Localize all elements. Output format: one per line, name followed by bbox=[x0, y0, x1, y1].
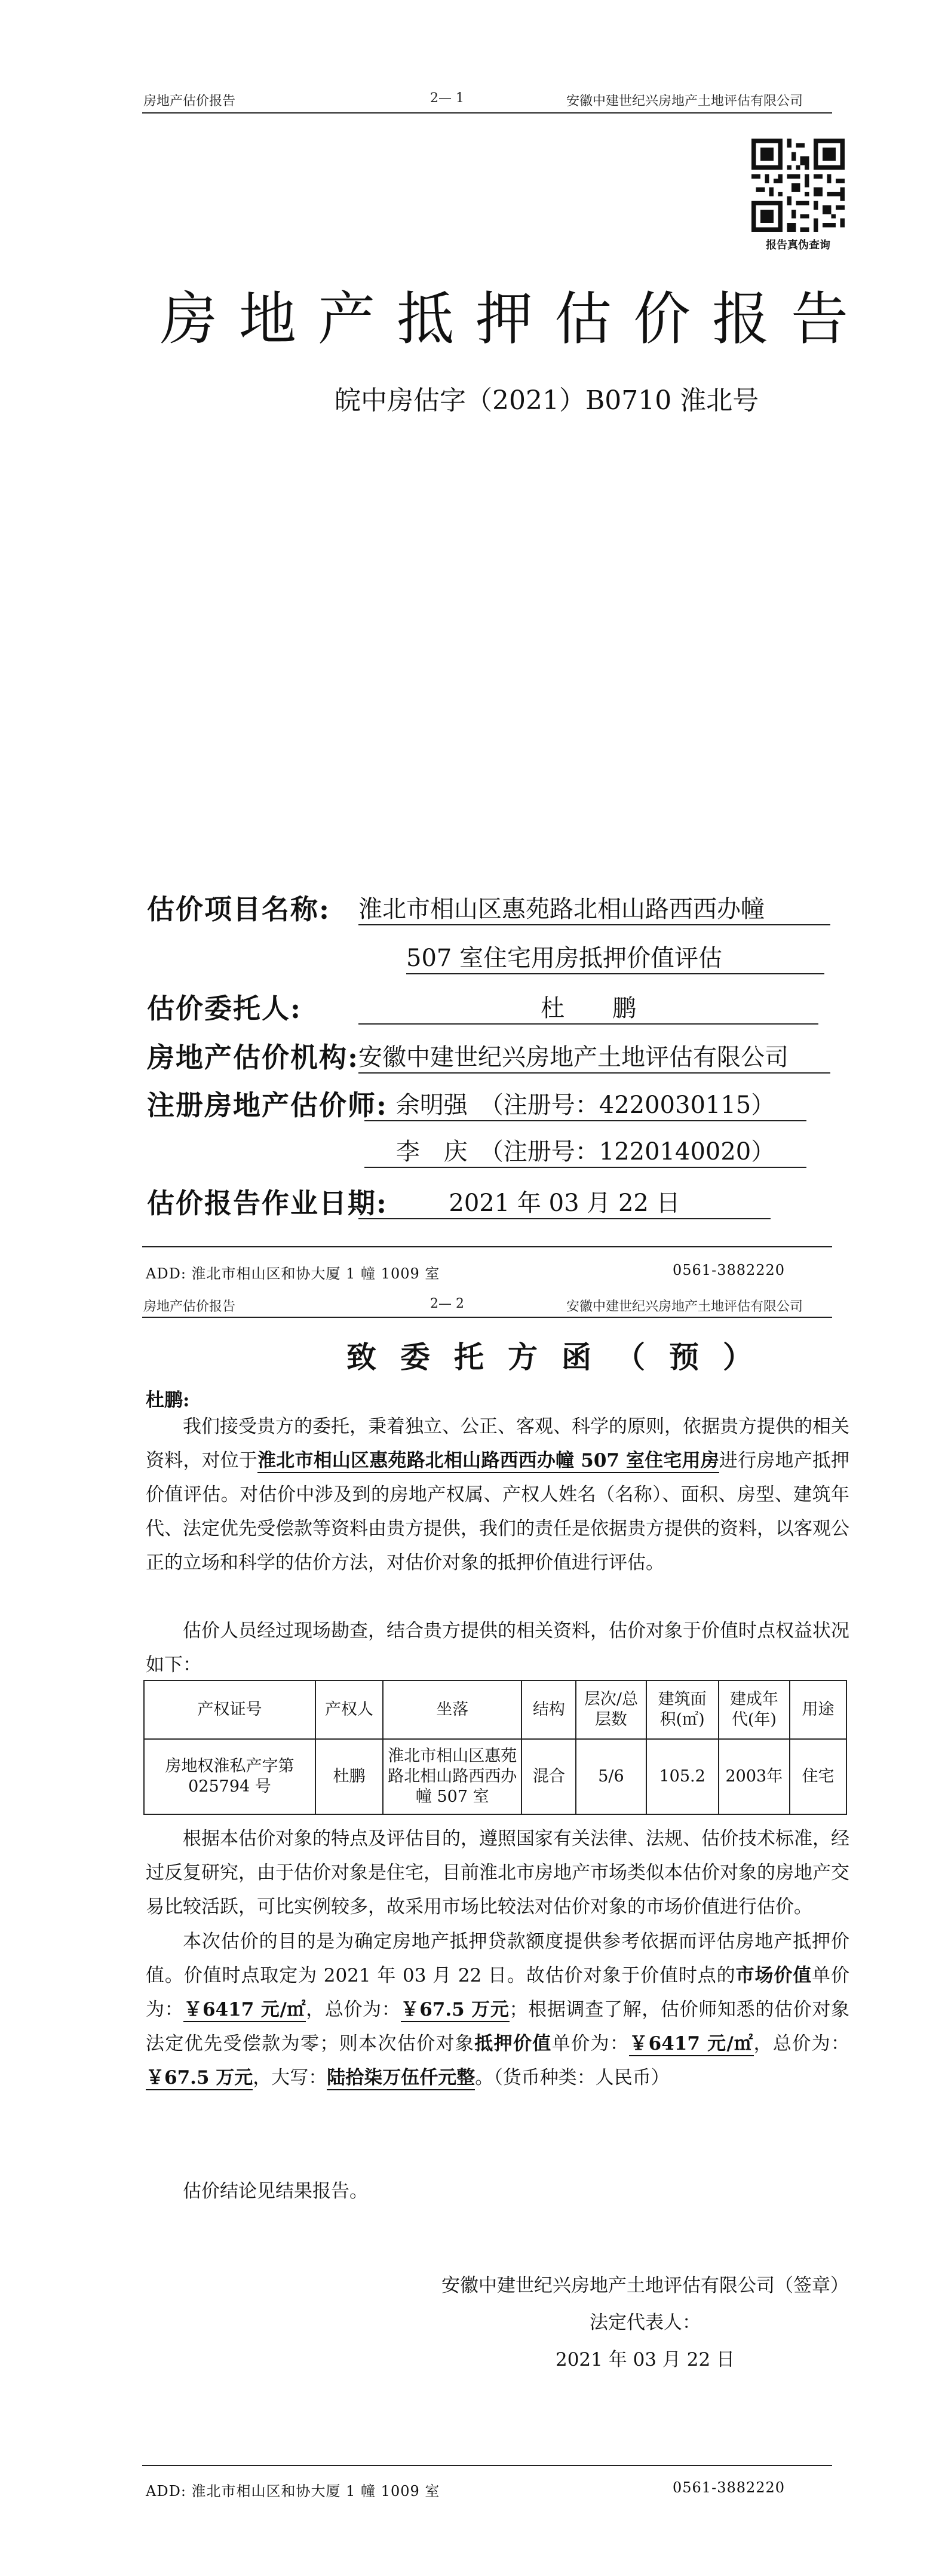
project-value-line1: 淮北市相山区惠苑路北相山路西西办幢 bbox=[358, 890, 830, 925]
footer-phone: 0561-3882220 bbox=[673, 1262, 786, 1278]
paragraph-3: 根据本估价对象的特点及评估目的，遵照国家有关法律、法规、估价技术标准，经过反复研究，由于估价对象是住宅，目前淮北市房地产市场类似本估价对象的房地产交易比较活跃，可比实例较多，故采用市场比较法对估价对象的市场价值进行估价。 bbox=[146, 1828, 849, 1918]
document-number: 皖中房估字（2021）B0710 淮北号 bbox=[335, 385, 759, 416]
market-total-price: ￥67.5 万元 bbox=[401, 1999, 510, 2022]
mortgage-value-term: 抵押价值 bbox=[474, 2033, 552, 2054]
table-header-row bbox=[144, 1680, 846, 1739]
date-label: 估价报告作业日期: bbox=[147, 1187, 388, 1219]
property-address: 淮北市相山区惠苑路北相山路西西办幢 507 室住宅用房 bbox=[257, 1450, 719, 1473]
header-rule bbox=[142, 1317, 832, 1318]
paragraph-2: 估价人员经过现场勘查，结合贵方提供的相关资料，估价对象于价值时点权益状况如下： bbox=[146, 1620, 849, 1676]
table-header-cell: 产权证号 bbox=[144, 1680, 315, 1739]
mortgage-total-price: ￥67.5 万元 bbox=[146, 2067, 253, 2090]
footer-address: ADD: 淮北市相山区和协大厦 1 幢 1009 室 bbox=[146, 1265, 440, 1282]
market-value-term: 市场价值 bbox=[735, 1965, 812, 1986]
table-cell: 105.2 bbox=[646, 1739, 719, 1814]
signature-representative: 法定代表人： bbox=[590, 2312, 701, 2333]
table-header-cell: 坐落 bbox=[383, 1680, 521, 1739]
qr-caption: 报告真伪查询 bbox=[766, 239, 830, 252]
signature-date: 2021 年 03 月 22 日 bbox=[555, 2349, 735, 2370]
header-right: 安徽中建世纪兴房地产土地评估有限公司 bbox=[566, 94, 803, 109]
table-header-cell: 建筑面积(㎡) bbox=[646, 1680, 719, 1739]
paragraph-1: 我们接受贵方的委托，秉着独立、公正、客观、科学的原则，依据贵方提供的相关资料，对位于淮北市相山区惠苑路北相山路西西办幢 507 室住宅用房进行房地产抵押价值评估。对估价中涉及到的房地产权属、产权人姓名（名称）、面积、房型、建筑年代、法定优先受偿款等资料由贵方提供，我们的责任是依据贵方提供的资料，以客观公正的立场和科学的估价方法，对估价对象的抵押价值进行评估。 bbox=[146, 1416, 850, 1574]
table-cell: 2003年 bbox=[719, 1739, 790, 1814]
amount-in-words: 陆拾柒万伍仟元整 bbox=[327, 2067, 475, 2090]
table-cell: 住宅 bbox=[790, 1739, 846, 1814]
header-page-number: 2— 2 bbox=[430, 1296, 464, 1311]
table-cell: 淮北市相山区惠苑路北相山路西西办幢 507 室 bbox=[383, 1739, 521, 1814]
table-header-cell: 建成年代(年) bbox=[719, 1680, 790, 1739]
table-header-cell: 结构 bbox=[521, 1680, 576, 1739]
date-value: 2021 年 03 月 22 日 bbox=[358, 1184, 771, 1219]
table-cell: 杜鹏 bbox=[315, 1739, 383, 1814]
client-value: 杜 鹏 bbox=[358, 989, 818, 1025]
table-row bbox=[144, 1739, 846, 1814]
property-table bbox=[143, 1680, 847, 1815]
agency-label: 房地产估价机构: bbox=[147, 1041, 359, 1074]
table-header-cell: 产权人 bbox=[315, 1680, 383, 1739]
table-header-cell: 层次/总层数 bbox=[576, 1680, 646, 1739]
signature-company: 安徽中建世纪兴房地产土地评估有限公司（签章） bbox=[441, 2275, 849, 2296]
footer-address: ADD: 淮北市相山区和协大厦 1 幢 1009 室 bbox=[146, 2483, 440, 2500]
mortgage-unit-price: ￥6417 元/㎡ bbox=[629, 2033, 753, 2056]
table-cell: 混合 bbox=[521, 1739, 576, 1814]
footer-rule bbox=[142, 2465, 832, 2466]
paragraph-5: 估价结论见结果报告。 bbox=[183, 2181, 368, 2202]
footer-rule bbox=[142, 1246, 832, 1247]
footer-phone: 0561-3882220 bbox=[673, 2479, 786, 2496]
appraiser-label: 注册房地产估价师: bbox=[147, 1089, 388, 1121]
agency-value: 安徽中建世纪兴房地产土地评估有限公司 bbox=[358, 1038, 830, 1074]
project-value-line2: 507 室住宅用房抵押价值评估 bbox=[406, 939, 824, 974]
report-title: 房地产抵押估价报告 bbox=[160, 286, 870, 352]
paragraph-4: 本次估价的目的是为确定房地产抵押贷款额度提供参考依据而评估房地产抵押价值。价值时点取定为 2021 年 03 月 22 日。故估价对象于价值时点的市场价值单价为：￥6417 元/㎡，总价为：￥67.5 万元；根据调查了解，估价师知悉的估价对象法定优先受偿款为零；则本次估价对象抵押价值单价为：￥6417 元/㎡，总价为：￥67.5 万元，大写：陆拾柒万伍仟元整。（货币种类：人民币） bbox=[146, 1925, 849, 2095]
header-rule bbox=[142, 112, 832, 114]
table-header-cell: 用途 bbox=[790, 1680, 846, 1739]
project-label: 估价项目名称: bbox=[147, 893, 330, 925]
letter-title: 致委托方函（预） bbox=[346, 1339, 777, 1375]
appraiser-2: 李 庆 （注册号：1220140020） bbox=[364, 1133, 806, 1168]
market-unit-price: ￥6417 元/㎡ bbox=[183, 1999, 306, 2022]
client-label: 估价委托人: bbox=[147, 992, 302, 1025]
header-page-number: 2— 1 bbox=[430, 91, 464, 106]
salutation: 杜鹏: bbox=[146, 1390, 190, 1411]
appraiser-1: 余明强 （注册号：4220030115） bbox=[364, 1086, 806, 1121]
header-right: 安徽中建世纪兴房地产土地评估有限公司 bbox=[566, 1299, 803, 1314]
header-left: 房地产估价报告 bbox=[143, 94, 236, 109]
table-cell: 5/6 bbox=[576, 1739, 646, 1814]
table-cell: 房地权淮私产字第 025794 号 bbox=[144, 1739, 315, 1814]
header-left: 房地产估价报告 bbox=[143, 1299, 236, 1314]
qr-code-icon bbox=[751, 139, 845, 232]
